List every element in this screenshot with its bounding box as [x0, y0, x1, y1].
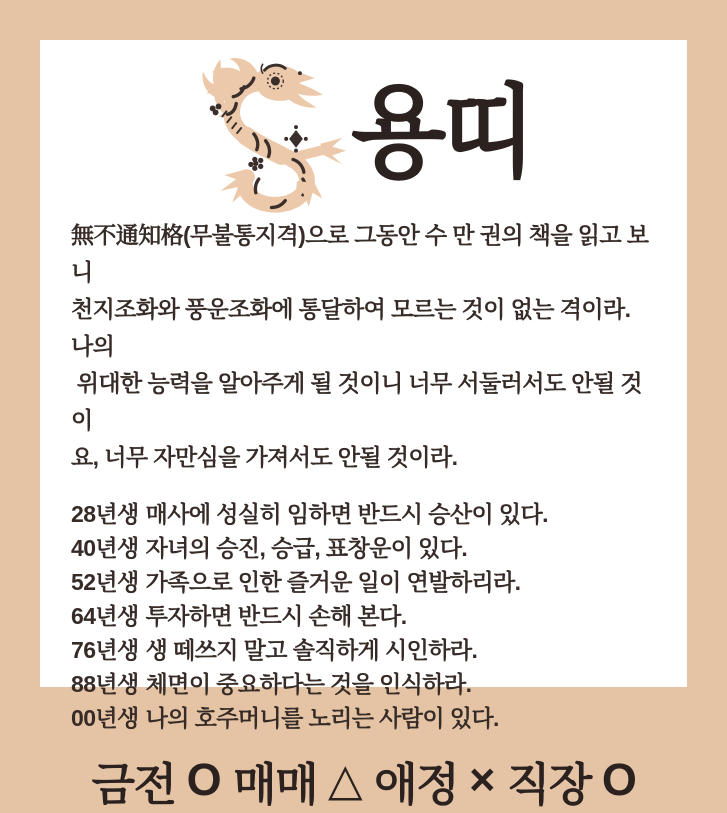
fortune-year: 40년생: [71, 535, 139, 561]
fortune-item: [71, 497, 656, 531]
fortune-text: 매사에 성실히 임하면 반드시 승산이 있다.: [145, 501, 548, 527]
fortune-item: [71, 531, 656, 565]
fortune-item: [71, 701, 656, 735]
fortune-year: 28년생: [71, 501, 139, 527]
intro-line: 요, 너무 자만심을 가져서도 안될 것이라.: [71, 444, 458, 470]
summary-item: [507, 748, 635, 813]
fortune-text: 가족으로 인한 즐거운 일이 연발하리라.: [145, 569, 521, 595]
circle-symbol: O: [601, 753, 636, 805]
cross-symbol: ×: [469, 753, 494, 805]
summary-label: 매매: [233, 759, 318, 810]
fortune-item: [71, 565, 656, 599]
summary-item: [374, 748, 494, 813]
intro-line: 천지조화와 풍운조화에 통달하여 모르는 것이 없는 격이라. 나의: [71, 296, 637, 359]
fortune-item: [71, 667, 656, 701]
fortune-year: 64년생: [71, 603, 139, 629]
zodiac-title: 용띠: [350, 75, 533, 189]
summary-label: 금전: [91, 759, 176, 810]
triangle-symbol: △: [328, 754, 362, 805]
summary-item: [233, 748, 361, 813]
summary-label: 직장: [506, 759, 591, 810]
fortune-year: 52년생: [71, 569, 139, 595]
intro-line: 無不通知格(무불통지격)으로 그동안 수 만 권의 책을 읽고 보니: [71, 222, 649, 285]
fortune-text: 생 떼쓰지 말고 솔직하게 시인하라.: [145, 637, 478, 663]
fortune-list: [71, 497, 656, 735]
card-header: [71, 52, 656, 212]
fortune-year: 88년생: [71, 671, 139, 697]
zodiac-fortune-card: [40, 40, 687, 810]
dragon-icon: [195, 53, 347, 211]
fortune-text: 투자하면 반드시 손해 본다.: [145, 603, 407, 629]
fortune-text: 나의 호주머니를 노리는 사람이 있다.: [145, 705, 499, 731]
fortune-item: [71, 599, 656, 633]
fortune-text: 자녀의 승진, 승급, 표창운이 있다.: [145, 535, 468, 561]
fortune-year: 00년생: [71, 705, 139, 731]
fortune-summary: [71, 748, 656, 813]
circle-symbol: O: [186, 753, 221, 805]
summary-item: [92, 748, 220, 813]
fortune-item: [71, 633, 656, 667]
fortune-text: 체면이 중요하다는 것을 인식하라.: [145, 671, 472, 697]
intro-line: 위대한 능력을 알아주게 될 것이니 너무 서둘러서도 안될 것이: [71, 370, 642, 433]
intro-paragraph: [71, 217, 656, 476]
fortune-year: 76년생: [71, 637, 139, 663]
summary-label: 애정: [374, 759, 459, 810]
